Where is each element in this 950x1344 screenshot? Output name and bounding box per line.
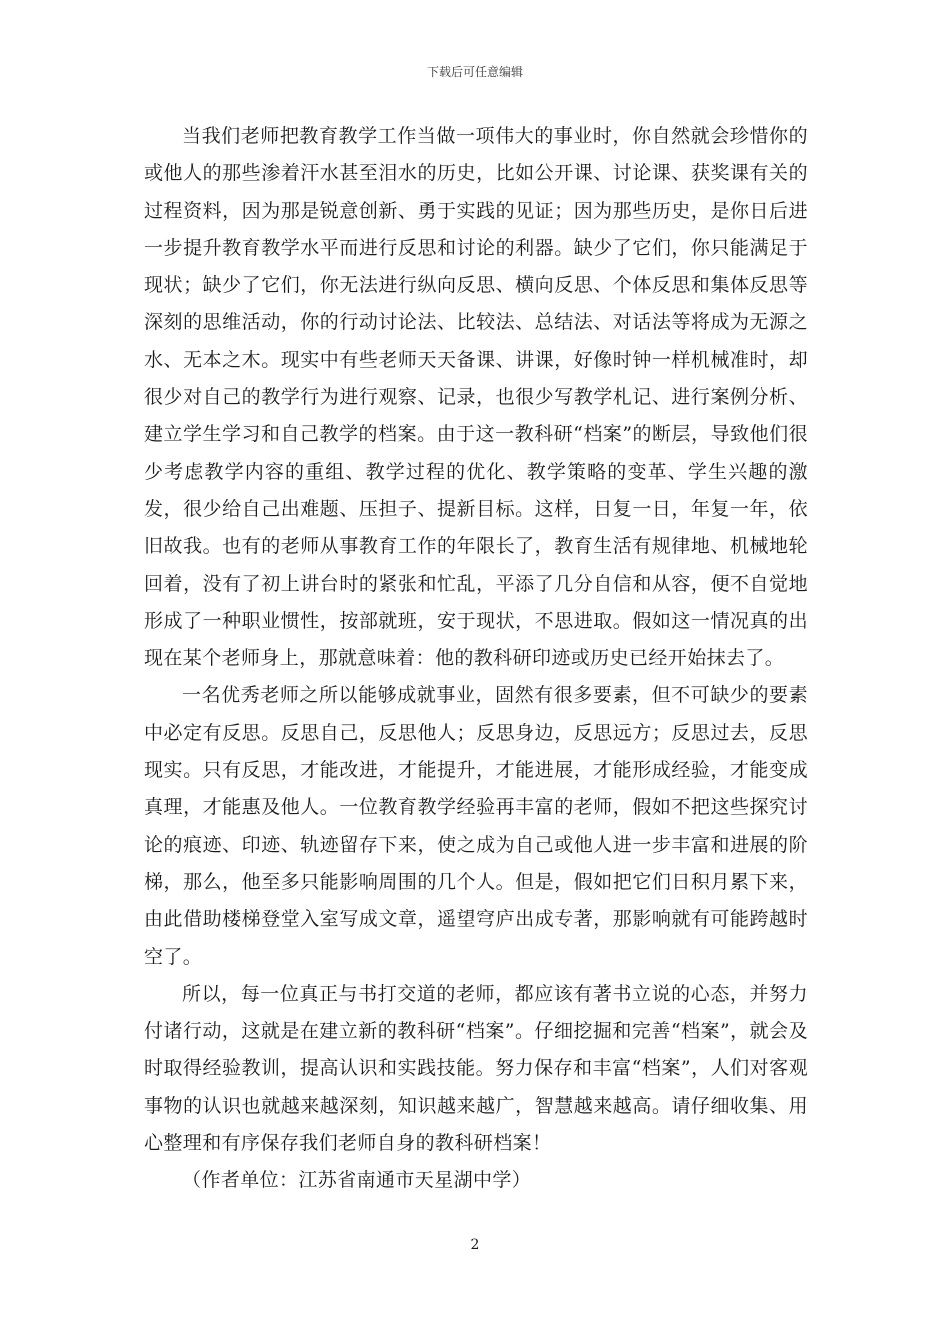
page-header: 下载后可任意编辑 [426, 65, 523, 79]
paragraph-3: 所以，每一位真正与书打交道的老师，都应该有著书立说的心态，并努力付诸行动，这就是在建立新的教科研“档案”。仔细挖掘和完善“档案”，就会及时取得经验教训，提高认识和实践技能。努力保存和丰富“档案”，人们对客观事物的认识也就越来越深刻，知识越来越广，智慧越来越高。请仔细收集、用心整理和有序保存我们老师自身的教科研档案！ [144, 982, 808, 1155]
paragraph-2: 一名优秀老师之所以能够成就事业，固然有很多要素，但不可缺少的要素中必定有反思。反思自己，反思他人；反思身边，反思远方；反思过去，反思现实。只有反思，才能改进，才能提升，才能进展，才能形成经验，才能变成真理，才能惠及他人。一位教育教学经验再丰富的老师，假如不把这些探究讨论的痕迹、印迹、轨迹留存下来，使之成为自己或他人进一步丰富和进展的阶梯，那么，他至多只能影响周围的几个人。但是，假如把它们日积月累下来，由此借助楼梯登堂入室写成文章，遥望穹庐出成专著，那影响就有可能跨越时空了。 [144, 684, 808, 968]
document-body [144, 118, 808, 1200]
author-affiliation: （作者单位：江苏省南通市天星湖中学） [182, 1169, 532, 1192]
page-number: 2 [470, 1237, 480, 1253]
paragraph-1: 当我们老师把教育教学工作当做一项伟大的事业时，你自然就会珍惜你的或他人的那些渗着汗水甚至泪水的历史，比如公开课、讨论课、获奖课有关的过程资料，因为那是锐意创新、勇于实践的见证；因为那些历史，是你日后进一步提升教育教学水平而进行反思和讨论的利器。缺少了它们，你只能满足于现状；缺少了它们，你无法进行纵向反思、横向反思、个体反思和集体反思等深刻的思维活动，你的行动讨论法、比较法、总结法、对话法等将成为无源之水、无本之木。现实中有些老师天天备课、讲课，好像时钟一样机械准时，却很少对自己的教学行为进行观察、记录，也很少写教学札记、进行案例分析、建立学生学习和自己教学的档案。由于这一教科研“档案”的断层，导致他们很少考虑教学内容的重组、教学过程的优化、教学策略的变革、学生兴趣的激发，很少给自己出难题、压担子、提新目标。这样，日复一日，年复一年，依旧故我。也有的老师从事教育工作的年限长了，教育生活有规律地、机械地轮回着，没有了初上讲台时的紧张和忙乱，平添了几分自信和从容，便不自觉地形成了一种职业惯性，按部就班，安于现状，不思进取。假如这一情况真的出现在某个老师身上，那就意味着：他的教科研印迹或历史已经开始抹去了。 [144, 125, 808, 670]
